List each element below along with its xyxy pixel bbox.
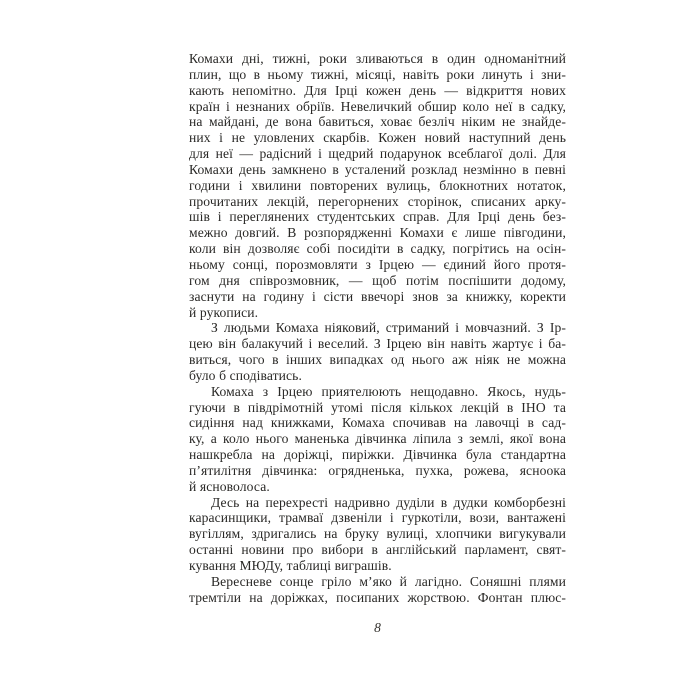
text-line: країн і незнаних обріїв. Невеличкий обшир коло неї в садку, bbox=[189, 98, 566, 114]
text-line: години і хвилини повторених вулиць, блокнотних нотаток, bbox=[189, 177, 566, 193]
paragraph bbox=[189, 495, 566, 574]
text-line: нашкребла на доріжці, пиріжки. Дівчинка була стандартна bbox=[189, 447, 566, 463]
text-line: Комахи день замкнено в усталений розклад незмінно в певні bbox=[189, 161, 566, 177]
text-line: останні новини про вибори в англійський парламент, свят- bbox=[189, 542, 566, 558]
text-line: для неї — радісний і щедрий подарунок всеблагої долі. Для bbox=[189, 146, 566, 162]
text-line: Десь на перехресті надривно дуділи в дудки комборбезні bbox=[211, 494, 566, 510]
text-line: них і не уловлених скарбів. Кожен новий наступний день bbox=[189, 130, 566, 146]
text-line: прочитаних лекцій, перегорнених сторінок, списаних арку- bbox=[189, 193, 566, 209]
text-line: Вересневе сонце гріло м’яко й лагідно. Соняшні плями bbox=[211, 573, 566, 589]
paragraph bbox=[189, 384, 566, 495]
text-line: й рукописи. bbox=[189, 304, 259, 320]
book-page bbox=[189, 51, 566, 636]
text-line: виться, чого в інших випадках од нього аж ніяк не можна bbox=[189, 352, 566, 368]
text-line: тремтіли на доріжках, посипаних жорствою. Фонтан плюс- bbox=[189, 589, 566, 605]
text-line: заснути на годину і сісти ввечорі знов за книжку, коректи bbox=[189, 288, 566, 304]
text-line: ньому сонці, порозмовляти з Ірцею — єдиний його протя- bbox=[189, 256, 566, 272]
text-line: п’ятилітня дівчинка: огрядненька, пухка, рожева, ясноока bbox=[189, 462, 566, 478]
text-line: карасинщики, трамваї дзвеніли і гуркотіли, вози, вантажені bbox=[189, 510, 566, 526]
text-line: й ясноволоса. bbox=[189, 478, 270, 494]
text-line: кають непомітно. Для Ірці кожен день — відкриття нових bbox=[189, 82, 566, 98]
text-line: гом дня співрозмовник, — щоб потім поспішити додому, bbox=[189, 272, 566, 288]
text-line: сидіння над книжками, Комаха спочивав на лавочці в сад- bbox=[189, 415, 566, 431]
text-line: Комахи дні, тижні, роки зливаються в один одноманітний bbox=[189, 51, 566, 66]
paragraph bbox=[189, 320, 566, 383]
text-line: коли він дозволяє собі посидіти в садку, погрітись на осін- bbox=[189, 241, 566, 257]
text-line: плин, що в ньому тижні, місяці, навіть роки линуть і зни- bbox=[189, 66, 566, 82]
text-line: межно довгий. В розпорядженні Комахи є лише півгодини, bbox=[189, 225, 566, 241]
text-line: З людьми Комаха ніяковий, стриманий і мовчазний. З Ір- bbox=[211, 320, 566, 336]
text-block bbox=[189, 51, 566, 606]
paragraph bbox=[189, 51, 566, 320]
text-line: шів і переглянених студентських справ. Для Ірці день без- bbox=[189, 209, 566, 225]
text-line: Комаха з Ірцею приятелюють нещодавно. Якось, нудь- bbox=[211, 383, 566, 399]
text-line: ку, а коло нього маненька дівчинка ліпила з землі, якої вона bbox=[189, 431, 566, 447]
text-line: цею він балакучий і веселий. З Ірцею він навіть жартує і ба- bbox=[189, 336, 566, 352]
paragraph bbox=[189, 574, 566, 606]
text-line: вугіллям, здригались на бруку вулиці, хлопчики вигукували bbox=[189, 526, 566, 542]
text-line: було б сподіватись. bbox=[189, 367, 302, 383]
page-number: 8 bbox=[374, 619, 381, 635]
text-line: кування МЮДу, таблиці виграшів. bbox=[189, 558, 392, 573]
text-line: на майдані, де вона бавиться, ховає безліч ніким не знайде- bbox=[189, 114, 566, 130]
text-line: гуючи в півдрімотній утомі після кількох лекцій в ІНО та bbox=[189, 399, 566, 415]
